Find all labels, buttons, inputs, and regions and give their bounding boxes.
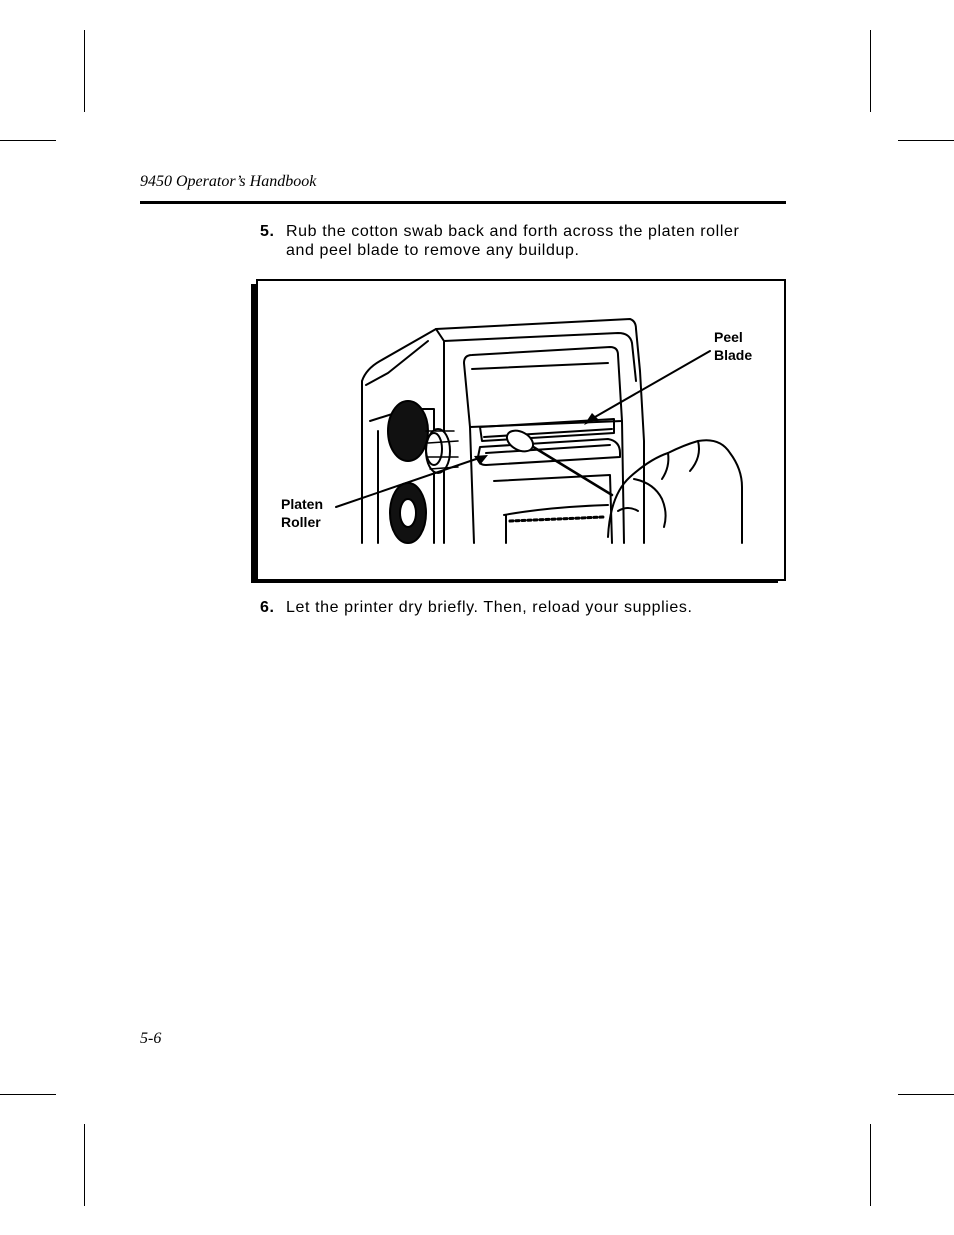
callout-peel-blade: Peel Blade — [714, 329, 753, 363]
step-6 — [260, 598, 760, 617]
crop-mark-top-left-horizontal — [0, 140, 56, 141]
crop-mark-bottom-right-horizontal — [898, 1094, 954, 1095]
step-text: Let the printer dry briefly. Then, reload your supplies. — [286, 599, 693, 616]
callout-platen-roller: Platen Roller — [281, 496, 324, 530]
running-header: 9450 Operator’s Handbook — [140, 173, 317, 190]
crop-mark-top-right-horizontal — [898, 140, 954, 141]
crop-mark-bottom-left-vertical — [84, 1124, 85, 1206]
printer-illustration — [258, 281, 784, 579]
step-number: 5. — [260, 223, 275, 240]
header-rule — [140, 201, 786, 204]
step-number: 6. — [260, 599, 275, 616]
step-5 — [260, 222, 760, 260]
crop-mark-bottom-right-vertical — [870, 1124, 871, 1206]
figure-printer-cleaning — [256, 279, 786, 581]
page-number: 5-6 — [140, 1030, 162, 1047]
step-text: Rub the cotton swab back and forth across the platen roller and peel blade to remove any buildup. — [286, 223, 740, 259]
crop-mark-top-left-vertical — [84, 30, 85, 112]
crop-mark-bottom-left-horizontal — [0, 1094, 56, 1095]
crop-mark-top-right-vertical — [870, 30, 871, 112]
